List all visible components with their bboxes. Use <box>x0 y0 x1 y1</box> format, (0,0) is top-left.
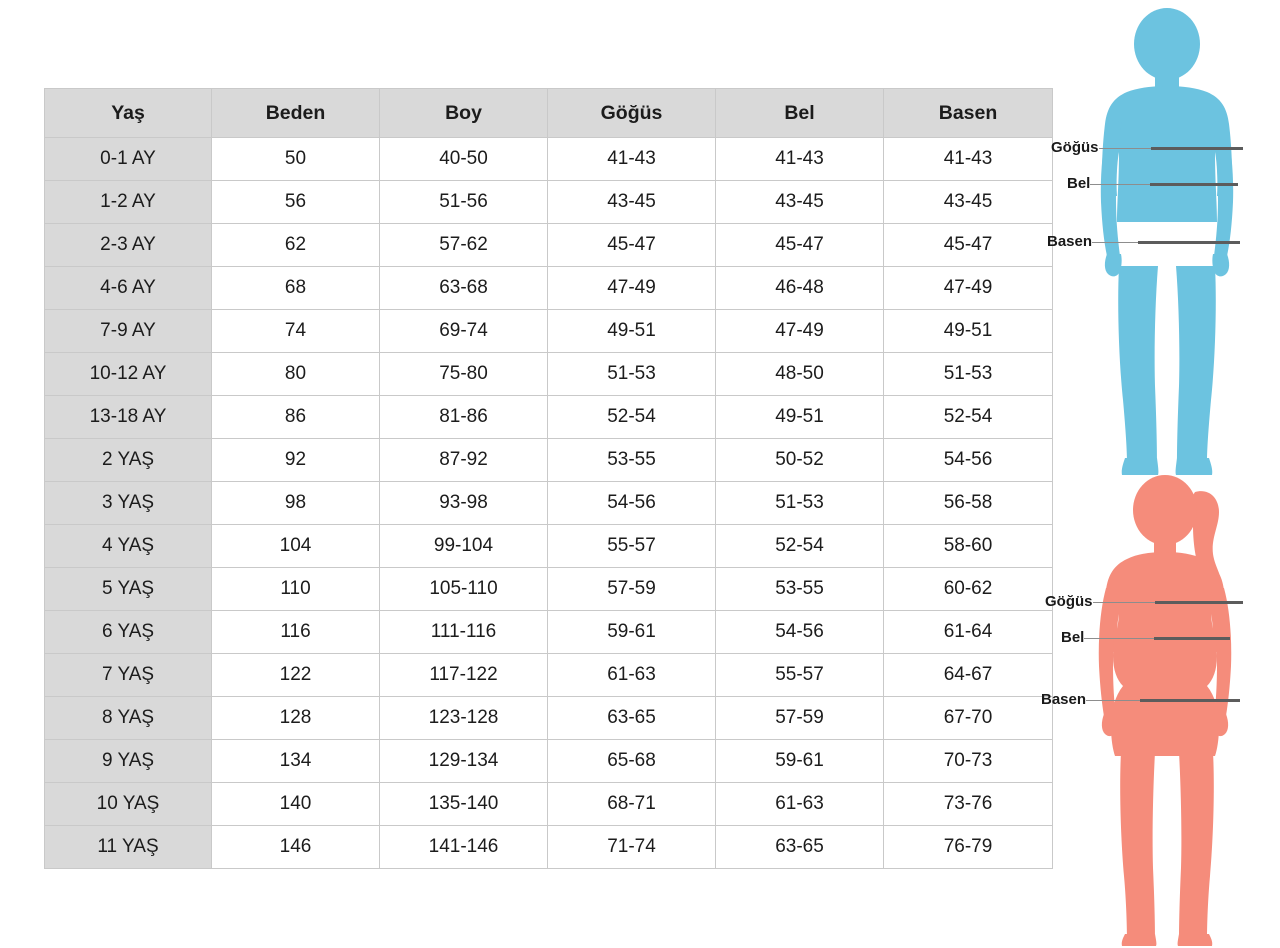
cell-height: 69-74 <box>380 310 548 353</box>
size-table-body <box>45 138 1053 869</box>
boy-hip-measurement <box>1047 234 1240 250</box>
cell-size: 122 <box>212 654 380 697</box>
girl-hip-measurement <box>1041 692 1240 708</box>
cell-size: 116 <box>212 611 380 654</box>
size-table <box>44 88 1053 869</box>
cell-chest: 68-71 <box>548 783 716 826</box>
cell-chest: 49-51 <box>548 310 716 353</box>
girl-waist-bar <box>1154 637 1230 640</box>
cell-waist: 63-65 <box>716 826 884 869</box>
cell-height: 111-116 <box>380 611 548 654</box>
cell-height: 105-110 <box>380 568 548 611</box>
cell-chest: 54-56 <box>548 482 716 525</box>
cell-waist: 50-52 <box>716 439 884 482</box>
table-row <box>45 439 1053 482</box>
cell-chest: 52-54 <box>548 396 716 439</box>
girl-chest-leader-line <box>1093 602 1155 603</box>
cell-size: 110 <box>212 568 380 611</box>
cell-waist: 47-49 <box>716 310 884 353</box>
cell-age: 1-2 AY <box>45 181 212 224</box>
cell-age: 10 YAŞ <box>45 783 212 826</box>
cell-size: 128 <box>212 697 380 740</box>
boy-waist-bar <box>1150 183 1238 186</box>
cell-hip: 51-53 <box>884 353 1053 396</box>
cell-hip: 47-49 <box>884 267 1053 310</box>
cell-size: 92 <box>212 439 380 482</box>
cell-waist: 55-57 <box>716 654 884 697</box>
cell-size: 86 <box>212 396 380 439</box>
cell-age: 13-18 AY <box>45 396 212 439</box>
cell-waist: 46-48 <box>716 267 884 310</box>
cell-age: 6 YAŞ <box>45 611 212 654</box>
boy-waist-measurement <box>1067 176 1238 192</box>
cell-age: 8 YAŞ <box>45 697 212 740</box>
girl-chest-measurement <box>1045 594 1243 610</box>
table-row <box>45 826 1053 869</box>
boy-chest-measurement <box>1051 140 1243 156</box>
cell-waist: 45-47 <box>716 224 884 267</box>
column-header-size: Beden <box>212 89 380 138</box>
table-row <box>45 740 1053 783</box>
cell-height: 75-80 <box>380 353 548 396</box>
cell-hip: 52-54 <box>884 396 1053 439</box>
cell-waist: 43-45 <box>716 181 884 224</box>
cell-size: 68 <box>212 267 380 310</box>
cell-chest: 45-47 <box>548 224 716 267</box>
cell-age: 2-3 AY <box>45 224 212 267</box>
cell-height: 135-140 <box>380 783 548 826</box>
table-row <box>45 611 1053 654</box>
cell-hip: 61-64 <box>884 611 1053 654</box>
cell-hip: 45-47 <box>884 224 1053 267</box>
cell-chest: 55-57 <box>548 525 716 568</box>
cell-waist: 41-43 <box>716 138 884 181</box>
cell-height: 51-56 <box>380 181 548 224</box>
table-row <box>45 267 1053 310</box>
cell-waist: 59-61 <box>716 740 884 783</box>
cell-chest: 61-63 <box>548 654 716 697</box>
boy-chest-leader-line <box>1099 148 1151 149</box>
table-row <box>45 568 1053 611</box>
cell-age: 7 YAŞ <box>45 654 212 697</box>
cell-size: 140 <box>212 783 380 826</box>
girl-hip-bar <box>1140 699 1240 702</box>
cell-waist: 54-56 <box>716 611 884 654</box>
cell-age: 11 YAŞ <box>45 826 212 869</box>
cell-size: 62 <box>212 224 380 267</box>
cell-chest: 47-49 <box>548 267 716 310</box>
cell-age: 5 YAŞ <box>45 568 212 611</box>
cell-hip: 54-56 <box>884 439 1053 482</box>
cell-chest: 65-68 <box>548 740 716 783</box>
column-header-age: Yaş <box>45 89 212 138</box>
cell-hip: 43-45 <box>884 181 1053 224</box>
cell-chest: 53-55 <box>548 439 716 482</box>
cell-hip: 64-67 <box>884 654 1053 697</box>
cell-chest: 51-53 <box>548 353 716 396</box>
girl-chest-bar <box>1155 601 1243 604</box>
table-row <box>45 396 1053 439</box>
cell-size: 74 <box>212 310 380 353</box>
size-table-container <box>44 88 1052 869</box>
cell-waist: 57-59 <box>716 697 884 740</box>
girl-waist-leader-line <box>1084 638 1154 639</box>
cell-waist: 49-51 <box>716 396 884 439</box>
cell-hip: 70-73 <box>884 740 1053 783</box>
boy-figure <box>1047 8 1280 478</box>
cell-waist: 53-55 <box>716 568 884 611</box>
table-row <box>45 697 1053 740</box>
cell-hip: 67-70 <box>884 697 1053 740</box>
table-row <box>45 181 1053 224</box>
cell-size: 50 <box>212 138 380 181</box>
table-row <box>45 525 1053 568</box>
cell-height: 57-62 <box>380 224 548 267</box>
cell-hip: 73-76 <box>884 783 1053 826</box>
boy-hip-label: Basen <box>1047 233 1093 250</box>
cell-age: 0-1 AY <box>45 138 212 181</box>
cell-age: 10-12 AY <box>45 353 212 396</box>
cell-height: 93-98 <box>380 482 548 525</box>
cell-age: 4 YAŞ <box>45 525 212 568</box>
cell-age: 4-6 AY <box>45 267 212 310</box>
cell-hip: 41-43 <box>884 138 1053 181</box>
cell-height: 81-86 <box>380 396 548 439</box>
cell-waist: 61-63 <box>716 783 884 826</box>
column-header-height: Boy <box>380 89 548 138</box>
table-row <box>45 138 1053 181</box>
girl-waist-measurement <box>1061 630 1230 646</box>
cell-size: 98 <box>212 482 380 525</box>
table-header-row <box>45 89 1053 138</box>
boy-hip-leader-line <box>1092 242 1138 243</box>
cell-hip: 49-51 <box>884 310 1053 353</box>
cell-chest: 41-43 <box>548 138 716 181</box>
girl-figure <box>1041 470 1280 948</box>
cell-age: 9 YAŞ <box>45 740 212 783</box>
girl-waist-label: Bel <box>1061 629 1085 646</box>
cell-hip: 76-79 <box>884 826 1053 869</box>
girl-chest-label: Göğüs <box>1045 593 1093 610</box>
cell-height: 99-104 <box>380 525 548 568</box>
cell-height: 141-146 <box>380 826 548 869</box>
column-header-hip: Basen <box>884 89 1053 138</box>
cell-age: 2 YAŞ <box>45 439 212 482</box>
cell-size: 80 <box>212 353 380 396</box>
cell-hip: 60-62 <box>884 568 1053 611</box>
table-row <box>45 310 1053 353</box>
table-row <box>45 224 1053 267</box>
boy-hip-bar <box>1138 241 1240 244</box>
cell-size: 104 <box>212 525 380 568</box>
cell-chest: 63-65 <box>548 697 716 740</box>
cell-hip: 58-60 <box>884 525 1053 568</box>
body-diagrams <box>1041 0 1280 948</box>
boy-waist-leader-line <box>1090 184 1150 185</box>
cell-height: 123-128 <box>380 697 548 740</box>
cell-age: 7-9 AY <box>45 310 212 353</box>
table-row <box>45 353 1053 396</box>
cell-chest: 59-61 <box>548 611 716 654</box>
cell-waist: 48-50 <box>716 353 884 396</box>
table-row <box>45 654 1053 697</box>
cell-chest: 71-74 <box>548 826 716 869</box>
cell-size: 134 <box>212 740 380 783</box>
cell-height: 40-50 <box>380 138 548 181</box>
cell-waist: 51-53 <box>716 482 884 525</box>
girl-silhouette-icon <box>1055 470 1280 948</box>
column-header-chest: Göğüs <box>548 89 716 138</box>
cell-hip: 56-58 <box>884 482 1053 525</box>
cell-age: 3 YAŞ <box>45 482 212 525</box>
cell-height: 117-122 <box>380 654 548 697</box>
cell-size: 56 <box>212 181 380 224</box>
cell-chest: 57-59 <box>548 568 716 611</box>
boy-chest-label: Göğüs <box>1051 139 1099 156</box>
girl-hip-label: Basen <box>1041 691 1087 708</box>
cell-size: 146 <box>212 826 380 869</box>
column-header-waist: Bel <box>716 89 884 138</box>
cell-height: 87-92 <box>380 439 548 482</box>
cell-height: 129-134 <box>380 740 548 783</box>
cell-waist: 52-54 <box>716 525 884 568</box>
boy-chest-bar <box>1151 147 1243 150</box>
table-row <box>45 783 1053 826</box>
cell-height: 63-68 <box>380 267 548 310</box>
cell-chest: 43-45 <box>548 181 716 224</box>
girl-hip-leader-line <box>1086 700 1140 701</box>
boy-waist-label: Bel <box>1067 175 1091 192</box>
table-row <box>45 482 1053 525</box>
